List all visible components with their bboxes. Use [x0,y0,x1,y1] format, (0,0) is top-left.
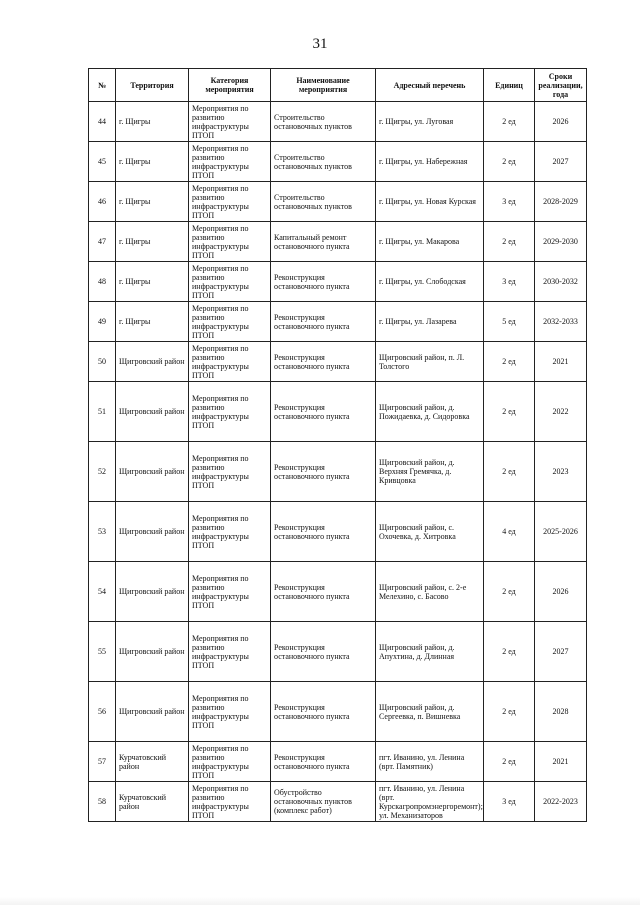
row-category: Мероприятия по развитию инфраструктуры ПТОП [189,182,271,222]
row-name: Реконструкция остановочного пункта [271,262,376,302]
row-years: 2026 [535,102,587,142]
row-years: 2027 [535,622,587,682]
table-header-row [89,69,587,102]
row-category: Мероприятия по развитию инфраструктуры ПТОП [189,442,271,502]
row-name: Реконструкция остановочного пункта [271,742,376,782]
table-row [89,182,587,222]
row-address: г. Щигры, ул. Слободская [376,262,484,302]
row-number: 55 [89,622,116,682]
row-units: 2 ед [484,742,535,782]
row-years: 2027 [535,142,587,182]
row-territory: Курчатовский район [116,782,189,822]
row-name: Строительство остановочных пунктов [271,142,376,182]
table-row [89,742,587,782]
row-years: 2032-2033 [535,302,587,342]
row-name: Реконструкция остановочного пункта [271,622,376,682]
row-number: 50 [89,342,116,382]
row-number: 57 [89,742,116,782]
row-units: 5 ед [484,302,535,342]
row-units: 2 ед [484,222,535,262]
row-territory: г. Щигры [116,182,189,222]
row-name: Реконструкция остановочного пункта [271,502,376,562]
row-territory: г. Щигры [116,222,189,262]
header-years: Сроки реализации, года [535,69,587,102]
row-category: Мероприятия по развитию инфраструктуры ПТОП [189,262,271,302]
table-row [89,622,587,682]
row-address: г. Щигры, ул. Набережная [376,142,484,182]
row-number: 51 [89,382,116,442]
row-name: Строительство остановочных пунктов [271,182,376,222]
row-address: Щигровский район, с. Охочевка, д. Хитровка [376,502,484,562]
row-address: Щигровский район, д. Пожидаевка, д. Сидоровка [376,382,484,442]
row-territory: Щигровский район [116,562,189,622]
table-row [89,262,587,302]
row-units: 2 ед [484,682,535,742]
measures-table [88,68,587,822]
row-name: Реконструкция остановочного пункта [271,562,376,622]
header-address: Адресный перечень [376,69,484,102]
row-territory: Щигровский район [116,342,189,382]
row-units: 4 ед [484,502,535,562]
row-number: 53 [89,502,116,562]
row-category: Мероприятия по развитию инфраструктуры ПТОП [189,302,271,342]
row-name: Реконструкция остановочного пункта [271,342,376,382]
row-address: г. Щигры, ул. Лазарева [376,302,484,342]
row-number: 56 [89,682,116,742]
row-territory: Щигровский район [116,682,189,742]
row-units: 2 ед [484,142,535,182]
row-years: 2021 [535,742,587,782]
row-address: Щигровский район, с. 2-е Мелехино, с. Басово [376,562,484,622]
header-units: Единиц [484,69,535,102]
row-years: 2021 [535,342,587,382]
row-number: 58 [89,782,116,822]
row-category: Мероприятия по развитию инфраструктуры ПТОП [189,102,271,142]
row-units: 3 ед [484,782,535,822]
row-number: 54 [89,562,116,622]
page-number: 31 [312,36,328,52]
row-name: Обустройство остановочных пунктов (комплекс работ) [271,782,376,822]
row-units: 2 ед [484,622,535,682]
table-row [89,222,587,262]
row-name: Капитальный ремонт остановочного пункта [271,222,376,262]
row-territory: г. Щигры [116,142,189,182]
row-territory: Щигровский район [116,442,189,502]
row-number: 48 [89,262,116,302]
table-row [89,562,587,622]
row-units: 2 ед [484,382,535,442]
row-years: 2029-2030 [535,222,587,262]
row-years: 2028-2029 [535,182,587,222]
row-units: 2 ед [484,562,535,622]
row-address: г. Щигры, ул. Макарова [376,222,484,262]
row-territory: Щигровский район [116,622,189,682]
row-number: 47 [89,222,116,262]
row-years: 2022-2023 [535,782,587,822]
row-number: 49 [89,302,116,342]
row-category: Мероприятия по развитию инфраструктуры ПТОП [189,142,271,182]
row-territory: Курчатовский район [116,742,189,782]
row-years: 2025-2026 [535,502,587,562]
row-territory: г. Щигры [116,262,189,302]
row-address: Щигровский район, д. Верхняя Гремячка, д. Кривцовка [376,442,484,502]
row-address: г. Щигры, ул. Новая Курская [376,182,484,222]
row-units: 2 ед [484,342,535,382]
row-category: Мероприятия по развитию инфраструктуры ПТОП [189,222,271,262]
row-address: пгт. Иванино, ул. Ленина (врт. Курскагропромэнергоремонт); ул. Механизаторов [376,782,484,822]
row-territory: г. Щигры [116,302,189,342]
row-name: Строительство остановочных пунктов [271,102,376,142]
row-category: Мероприятия по развитию инфраструктуры ПТОП [189,622,271,682]
row-address: Щигровский район, д. Апухтина, д. Длинная [376,622,484,682]
row-years: 2026 [535,562,587,622]
row-years: 2023 [535,442,587,502]
row-category: Мероприятия по развитию инфраструктуры ПТОП [189,682,271,742]
row-territory: Щигровский район [116,382,189,442]
row-address: Щигровский район, д. Сергеевка, п. Вишневка [376,682,484,742]
row-category: Мероприятия по развитию инфраструктуры ПТОП [189,562,271,622]
table-body [89,102,587,822]
row-name: Реконструкция остановочного пункта [271,302,376,342]
header-name: Наименование мероприятия [271,69,376,102]
table-row [89,502,587,562]
row-category: Мероприятия по развитию инфраструктуры ПТОП [189,742,271,782]
header-territory: Территория [116,69,189,102]
table-row [89,142,587,182]
row-number: 45 [89,142,116,182]
table-row [89,782,587,822]
row-territory: г. Щигры [116,102,189,142]
row-address: г. Щигры, ул. Луговая [376,102,484,142]
row-units: 2 ед [484,442,535,502]
row-years: 2028 [535,682,587,742]
row-category: Мероприятия по развитию инфраструктуры ПТОП [189,382,271,442]
row-name: Реконструкция остановочного пункта [271,382,376,442]
row-address: Щигровский район, п. Л. Толстого [376,342,484,382]
table-row [89,442,587,502]
scan-edge [0,897,640,905]
row-years: 2030-2032 [535,262,587,302]
row-name: Реконструкция остановочного пункта [271,682,376,742]
row-units: 3 ед [484,262,535,302]
row-number: 52 [89,442,116,502]
row-years: 2022 [535,382,587,442]
header-category: Категория мероприятия [189,69,271,102]
header-number: № [89,69,116,102]
row-category: Мероприятия по развитию инфраструктуры ПТОП [189,782,271,822]
row-units: 3 ед [484,182,535,222]
row-number: 46 [89,182,116,222]
table-row [89,382,587,442]
row-category: Мероприятия по развитию инфраструктуры ПТОП [189,342,271,382]
row-category: Мероприятия по развитию инфраструктуры ПТОП [189,502,271,562]
row-name: Реконструкция остановочного пункта [271,442,376,502]
table-row [89,102,587,142]
row-number: 44 [89,102,116,142]
table-row [89,302,587,342]
row-territory: Щигровский район [116,502,189,562]
row-address: пгт. Иванино, ул. Ленина (врт. Памятник) [376,742,484,782]
table-row [89,342,587,382]
row-units: 2 ед [484,102,535,142]
table-row [89,682,587,742]
